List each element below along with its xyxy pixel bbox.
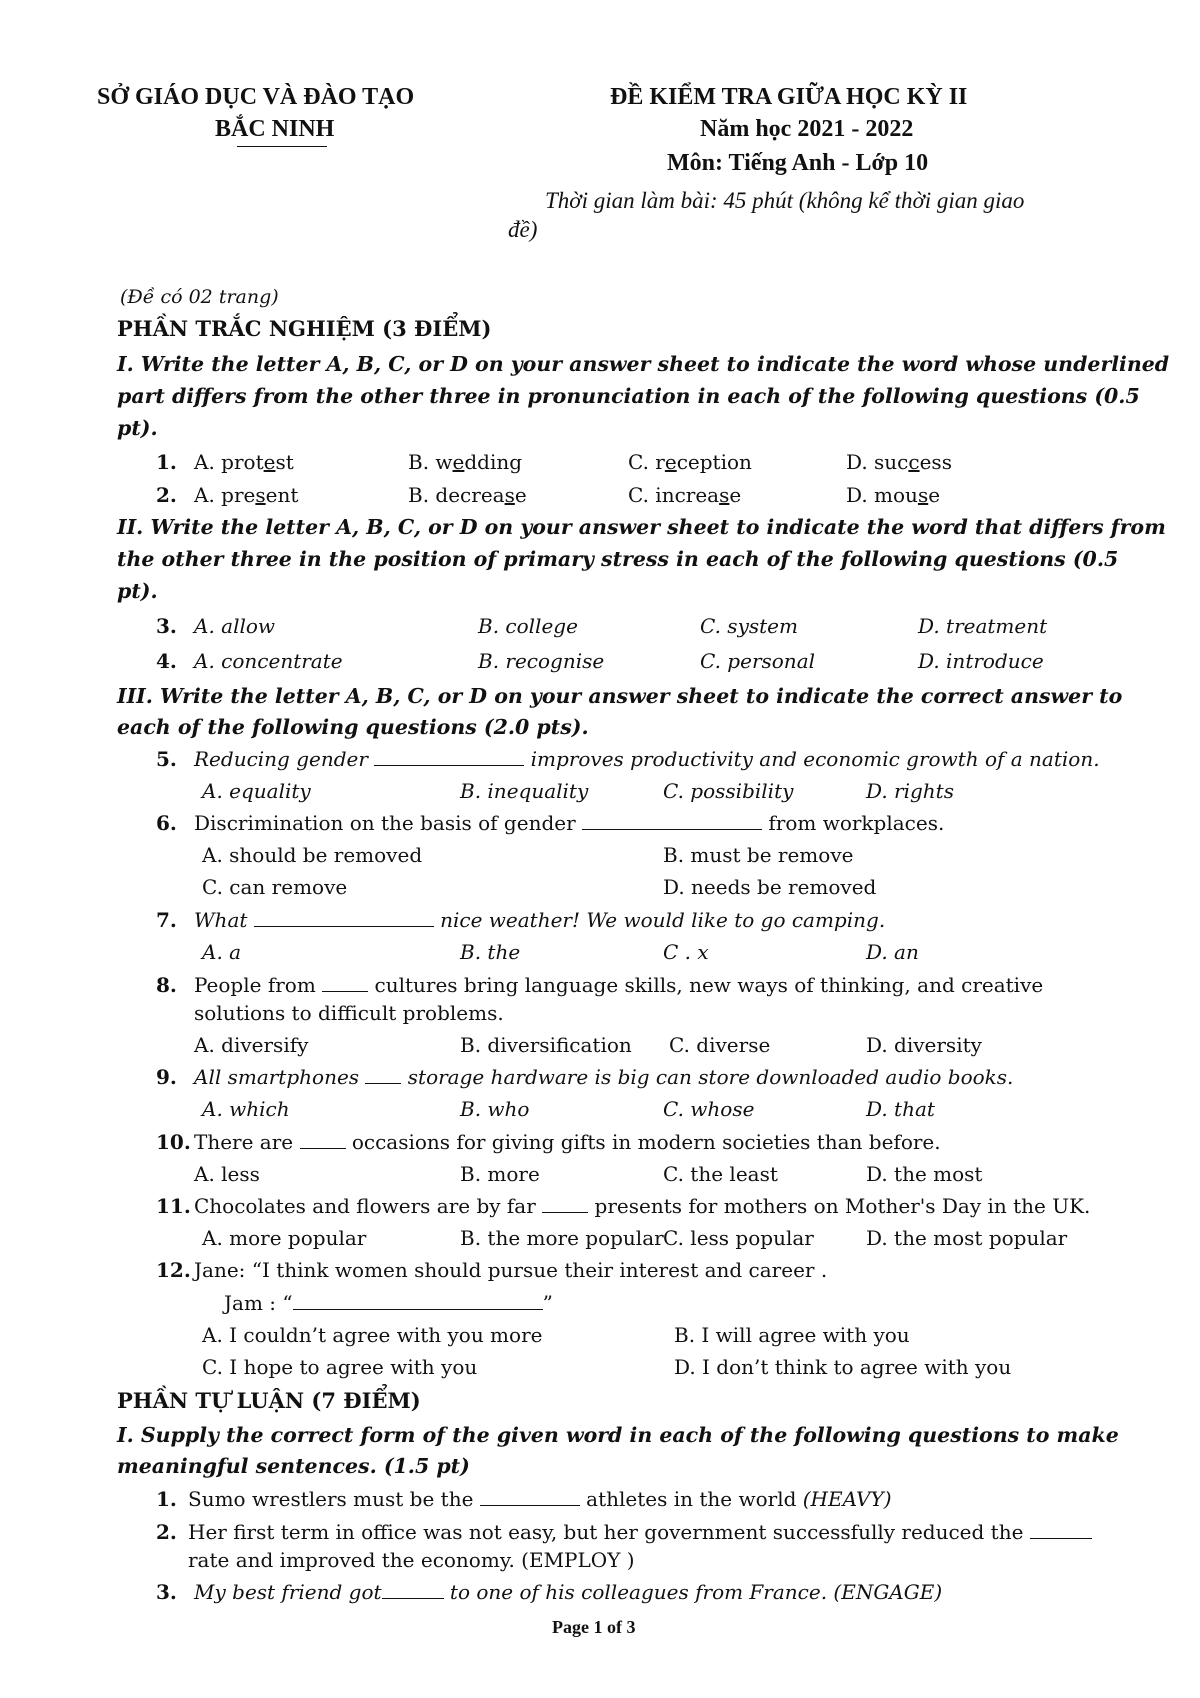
question-number: 1. — [156, 1487, 177, 1511]
header-time-line2: đề) — [508, 217, 538, 242]
question-stem: Chocolates and flowers are by far presents for mothers on Mother's Day in the UK. — [194, 1194, 1091, 1218]
part1-sec1-instruction-line3: pt). — [117, 416, 158, 440]
option-a: A. a — [202, 940, 242, 964]
part1-sec3-instruction-line2: each of the following questions (2.0 pts). — [117, 715, 589, 739]
question-stem: What nice weather! We would like to go camping. — [194, 908, 886, 932]
option-a: A. present — [194, 483, 299, 507]
option-a: A. should be removed — [202, 843, 423, 867]
option-a: A. more popular — [202, 1226, 367, 1250]
question-stem: Jane: “I think women should pursue their interest and career . — [194, 1258, 828, 1282]
part1-sec2-instruction-line3: pt). — [117, 579, 158, 603]
question-stem: Her first term in office was not easy, but her government successfully reduced the — [188, 1520, 1092, 1544]
option-a: A. concentrate — [194, 649, 343, 673]
answer-blank — [293, 1308, 543, 1310]
option-c: C . x — [663, 940, 709, 964]
option-d: D. the most — [866, 1162, 983, 1186]
answer-blank — [480, 1504, 580, 1506]
question-stem-line2: rate and improved the economy. (EMPLOY ) — [188, 1548, 635, 1572]
header-left-line1: SỞ GIÁO DỤC VÀ ĐÀO TẠO — [97, 84, 415, 110]
option-a: A. less — [194, 1162, 260, 1186]
answer-blank — [382, 1597, 444, 1599]
option-d: D. diversity — [866, 1033, 982, 1057]
option-a: A. protest — [194, 450, 294, 474]
option-b: B. more — [460, 1162, 540, 1186]
question-number: 4. — [156, 649, 177, 673]
question-number: 11. — [156, 1194, 191, 1218]
option-b: B. wedding — [408, 450, 523, 474]
question-number: 8. — [156, 973, 177, 997]
question-number: 3. — [156, 614, 177, 638]
option-a: A. which — [202, 1097, 290, 1121]
header-left-line2: BẮC NINH — [215, 116, 334, 143]
part2-sec1-instruction-line1: I. Supply the correct form of the given word in each of the following questions to make — [117, 1423, 1119, 1447]
option-d: D. that — [866, 1097, 935, 1121]
option-d: D. mouse — [846, 483, 941, 507]
question-number: 6. — [156, 811, 177, 835]
option-c: C. increase — [628, 483, 742, 507]
part2-sec1-instruction-line2: meaningful sentences. (1.5 pt) — [117, 1454, 470, 1478]
question-stem: All smartphones storage hardware is big can store downloaded audio books. — [194, 1065, 1014, 1089]
option-b: B. diversification — [460, 1033, 632, 1057]
option-b: B. college — [478, 614, 578, 638]
answer-blank — [374, 764, 524, 766]
option-d: D. success — [846, 450, 952, 474]
option-a: A. diversify — [194, 1033, 309, 1057]
header-school-year: Năm học 2021 - 2022 — [700, 116, 914, 142]
question-stem-line2: solutions to difficult problems. — [194, 1001, 504, 1025]
part1-sec2-instruction-line1: II. Write the letter A, B, C, or D on your answer sheet to indicate the word that differs from — [117, 515, 1166, 539]
answer-blank — [542, 1211, 588, 1213]
header-subject: Môn: Tiếng Anh - Lớp 10 — [667, 150, 929, 176]
header-divider — [237, 146, 327, 147]
option-b: B. decrease — [408, 483, 527, 507]
option-c: C. reception — [628, 450, 752, 474]
answer-blank — [322, 990, 368, 992]
option-b: B. I will agree with you — [674, 1323, 910, 1347]
answer-blank — [254, 925, 434, 927]
answer-blank — [582, 828, 762, 830]
option-b: B. recognise — [478, 649, 605, 673]
option-d: D. I don’t think to agree with you — [674, 1355, 1012, 1379]
page-count-note: (Đề có 02 trang) — [120, 286, 279, 308]
option-c: C. whose — [663, 1097, 755, 1121]
header-time-line1: Thời gian làm bài: 45 phút (không kể thời gian giao — [545, 188, 1025, 213]
question-number: 10. — [156, 1130, 191, 1154]
question-number: 2. — [156, 483, 177, 507]
part1-sec1-instruction-line1: I. Write the letter A, B, C, or D on your answer sheet to indicate the word whose underlined — [117, 352, 1170, 376]
question-number: 9. — [156, 1065, 177, 1089]
option-a: A. allow — [194, 614, 276, 638]
question-stem: Sumo wrestlers must be the athletes in the world (HEAVY) — [188, 1487, 892, 1511]
answer-blank — [300, 1147, 346, 1149]
option-a: A. I couldn’t agree with you more — [202, 1323, 543, 1347]
part1-sec2-instruction-line2: the other three in the position of primary stress in each of the following questions (0.5 — [117, 547, 1119, 571]
option-d: D. an — [866, 940, 919, 964]
option-a: A. equality — [202, 779, 311, 803]
question-number: 7. — [156, 908, 177, 932]
question-stem: There are occasions for giving gifts in modern societies than before. — [194, 1130, 941, 1154]
question-number: 5. — [156, 747, 177, 771]
part1-sec1-instruction-line2: part differs from the other three in pronunciation in each of the following questions (0.5 — [117, 384, 1140, 408]
option-c: C. the least — [663, 1162, 778, 1186]
option-c: C. can remove — [202, 875, 348, 899]
header-exam-title: ĐỀ KIỂM TRA GIỮA HỌC KỲ II — [610, 84, 968, 110]
option-d: D. treatment — [918, 614, 1048, 638]
question-stem: Reducing gender improves productivity and economic growth of a nation. — [194, 747, 1100, 771]
option-c: C. I hope to agree with you — [202, 1355, 478, 1379]
part2-title: PHẦN TỰ LUẬN (7 ĐIỂM) — [117, 1388, 421, 1413]
question-stem: People from cultures bring language skills, new ways of thinking, and creative — [194, 973, 1044, 997]
page-number: Page 1 of 3 — [552, 1617, 636, 1637]
option-c: C. less popular — [663, 1226, 814, 1250]
option-c: C. diverse — [669, 1033, 771, 1057]
option-d: D. rights — [866, 779, 954, 803]
option-b: B. who — [460, 1097, 530, 1121]
option-b: B. the — [460, 940, 521, 964]
option-c: C. personal — [700, 649, 816, 673]
answer-blank — [365, 1082, 401, 1084]
part1-title: PHẦN TRẮC NGHIỆM (3 ĐIỂM) — [117, 316, 492, 341]
question-stem: Discrimination on the basis of gender from workplaces. — [194, 811, 945, 835]
part1-sec3-instruction-line1: III. Write the letter A, B, C, or D on your answer sheet to indicate the correct answer to — [117, 684, 1123, 708]
question-number: 3. — [156, 1580, 177, 1604]
question-number: 2. — [156, 1520, 177, 1544]
question-number: 12. — [156, 1258, 191, 1282]
option-d: D. introduce — [918, 649, 1044, 673]
dialogue-reply: Jam : “ ” — [224, 1291, 553, 1315]
answer-blank — [1030, 1537, 1092, 1539]
option-b: B. must be remove — [663, 843, 854, 867]
option-d: D. needs be removed — [663, 875, 877, 899]
question-number: 1. — [156, 450, 177, 474]
option-b: B. the more popular — [460, 1226, 664, 1250]
option-b: B. inequality — [460, 779, 589, 803]
option-d: D. the most popular — [866, 1226, 1068, 1250]
question-stem: My best friend got to one of his colleagues from France. (ENGAGE) — [194, 1580, 943, 1604]
option-c: C. system — [700, 614, 798, 638]
option-c: C. possibility — [663, 779, 794, 803]
